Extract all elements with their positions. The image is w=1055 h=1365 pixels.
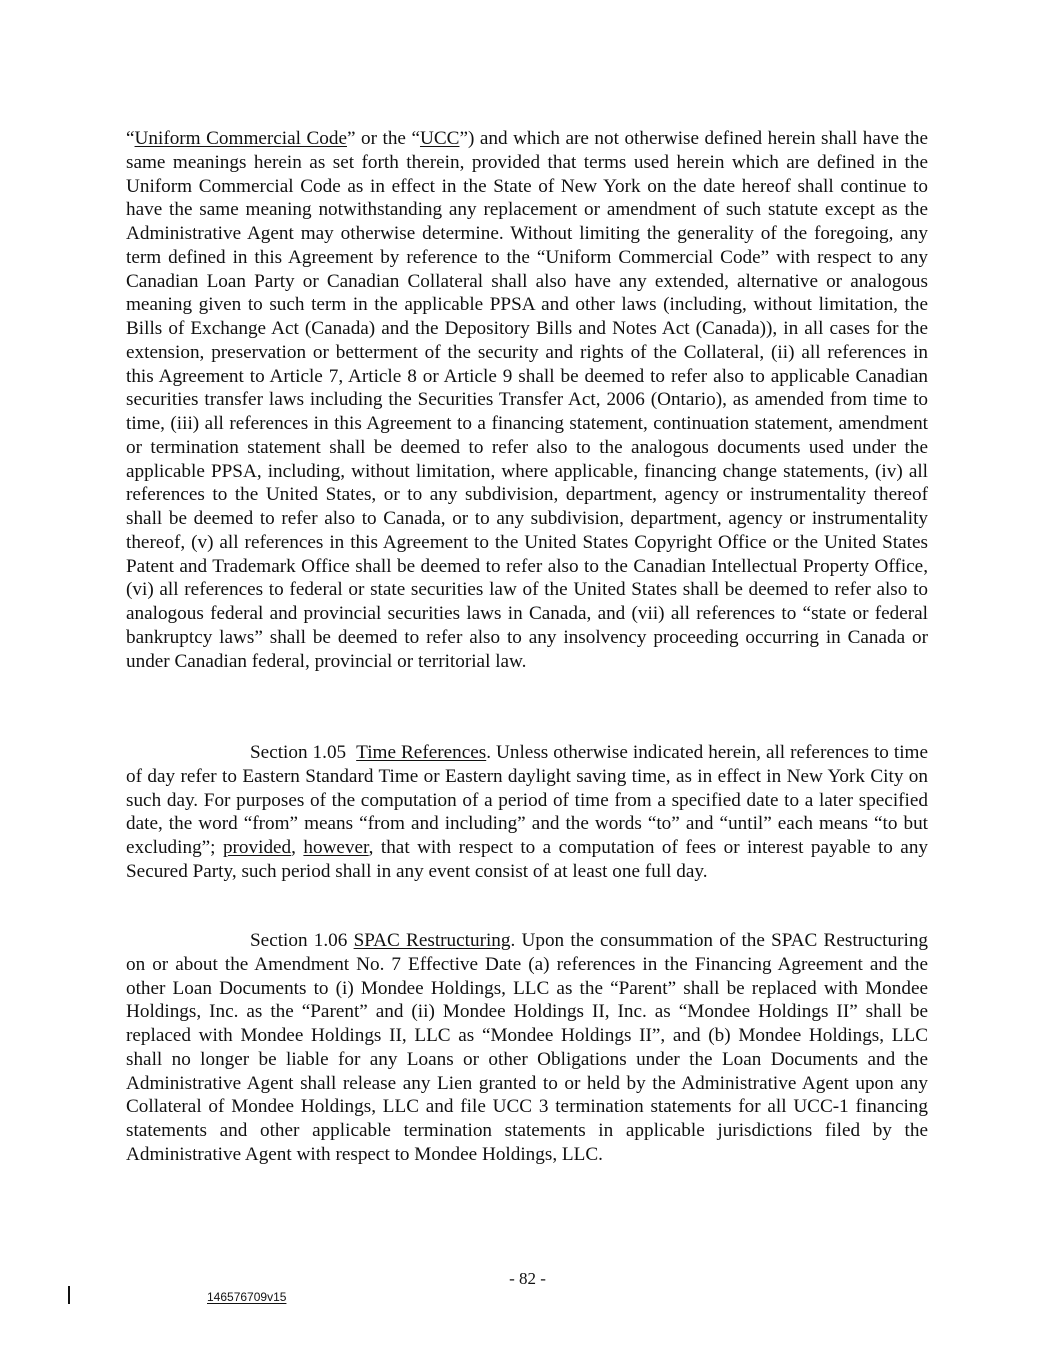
section-body-end: , that with respect to a computation of fees or interest payable to any Secured Party, such period shall in any event consist of at least one full day. — [126, 837, 929, 882]
section-title: SPAC Restructuring — [353, 930, 511, 951]
paragraph-ucc-definitions — [126, 127, 928, 673]
section-body: . Upon the consummation of the SPAC Restructuring on or about the Amendment No. 7 Effective Date (a) references in the Financing Agreement and the other Loan Documents to (i) Mondee Holdings, LLC as the “Parent” shall be replaced with Mondee Holdings, Inc. as the “Parent” and (ii) Mondee Holdings II, Inc. as “Mondee Holdings II” shall be replaced with Mondee Holdings II, LLC as “Mondee Holdings II”, and (b) Mondee Holdings, LLC shall no longer be liable for any Loans or other Obligations under the Loan Documents and the Administrative Agent shall release any Lien granted to or held by the Administrative Agent upon any Collateral of Mondee Holdings, LLC and file UCC 3 termination statements for all UCC-1 financing statements and other applicable termination statements in applicable jurisdictions filed by the Administrative Agent with respect to Mondee Holdings, LLC. — [126, 930, 929, 1165]
document-id: 146576709v15 — [207, 1290, 287, 1304]
change-bar — [68, 1286, 70, 1304]
page-number: - 82 - — [509, 1269, 546, 1288]
section-number: Section 1.05 — [250, 742, 347, 763]
section-number: Section 1.06 — [250, 930, 348, 951]
term-provided: provided — [222, 837, 292, 858]
section-body: . Unless otherwise indicated herein, all references to time of day refer to Eastern Standard Time or Eastern daylight saving time, as in effect in New York City on such day. For purposes of the computation of a period of time from a specified date to a later specified date, the word “from” means “from and including” and the words “to” and “until” each means “to but excluding”; — [126, 742, 928, 858]
term-ucc: UCC — [419, 128, 460, 149]
section-1-06 — [126, 929, 928, 1167]
term-however: however — [303, 837, 369, 858]
section-1-05 — [126, 741, 928, 884]
term-uniform-commercial-code: Uniform Commercial Code — [134, 128, 347, 149]
open-quote: “ — [126, 128, 135, 149]
connector-text: ” or the “ — [346, 128, 420, 149]
separator: , — [291, 837, 304, 858]
paragraph-body: ”) and which are not otherwise defined herein shall have the same meanings herein as set forth therein, provided that terms used herein which are defined in the Uniform Commercial Code as in effect in the State of New York on the date hereof shall continue to have the same meaning notwithstanding any replacement or amendment of such statute except as the Administrative Agent may otherwise determine. Without limiting the generality of the foregoing, any term defined in this Agreement by reference to the “Uniform Commercial Code” with respect to any Canadian Loan Party or Canadian Collateral shall also have any extended, alternative or analogous meaning given to such term in the applicable PPSA and other laws (including, without limitation, the Bills of Exchange Act (Canada) and the Depository Bills and Notes Act (Canada)), in all cases for the extension, preservation or betterment of the security and rights of the Collateral, (ii) all references in this Agreement to Article 7, Article 8 or Article 9 shall be deemed to refer also to applicable Canadian securities transfer laws including the Securities Transfer Act, 2006 (Ontario), as amended from time to time, (iii) all references in this Agreement to a financing statement, continuation statement, amendment or termination statement shall be deemed to refer also to the analogous documents used under the applicable PPSA, including, without limitation, where applicable, financing change statements, (iv) all references to the United States, or to any subdivision, department, agency or instrumentality thereof shall be deemed to refer also to Canada, or to any subdivision, department, agency or instrumentality thereof, (v) all references in this Agreement to the United States Copyright Office or the United States Patent and Trademark Office shall be deemed to refer also to the Canadian Intellectual Property Office, (vi) all references to federal or state securities law of the United States shall be deemed to refer also to analogous federal and provincial securities laws in Canada, and (vii) all references to “state or federal bankruptcy laws” shall be deemed to refer also to any insolvency proceeding occurring in Canada or under Canadian federal, provincial or territorial law. — [126, 128, 928, 672]
section-title: Time References — [356, 742, 487, 763]
